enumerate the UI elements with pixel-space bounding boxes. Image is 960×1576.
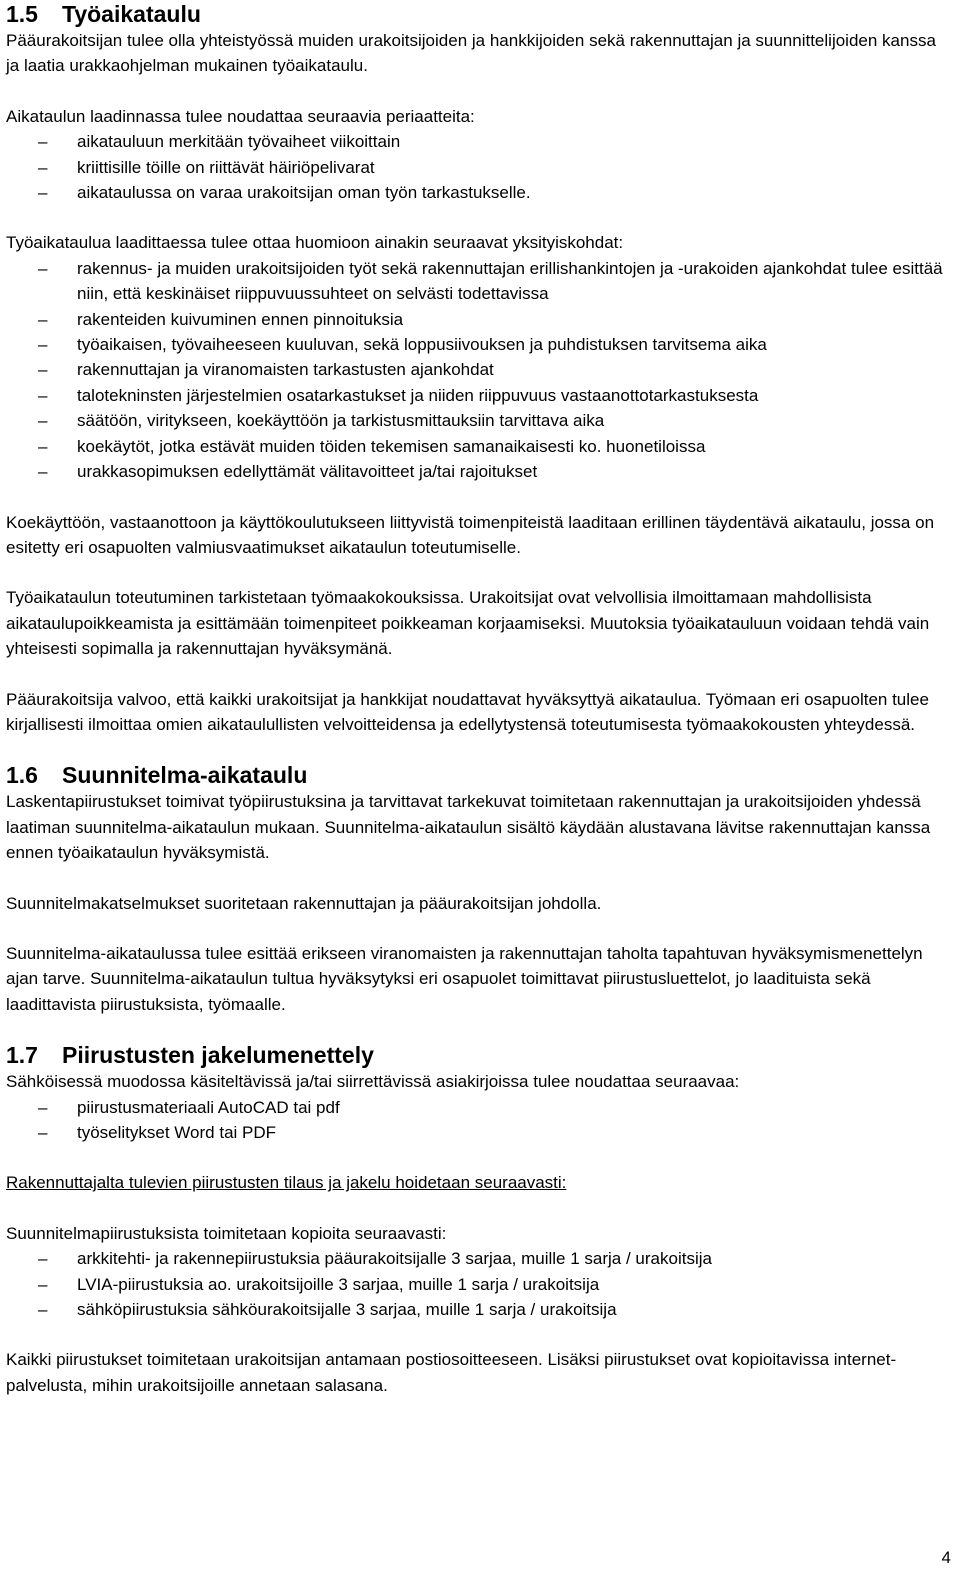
section-title: Suunnitelma-aikataulu	[62, 762, 308, 789]
paragraph: Pääurakoitsijan tulee olla yhteistyössä muiden urakoitsijoiden ja hankkijoiden sekä rakennuttajan ja suunnittelijoiden kanssa ja laatia urakkaohjelman mukainen työaikataulu.	[6, 31, 936, 76]
list-item: – rakennuttajan ja viranomaisten tarkastusten ajankohdat	[6, 357, 951, 382]
dash-bullet: –	[38, 335, 48, 355]
paragraph: Aikataulun laadinnassa tulee noudattaa seuraavia periaatteita:	[6, 106, 475, 126]
list-item: – koekäytöt, jotka estävät muiden töiden tekemisen samanaikaisesti ko. huonetiloissa	[6, 434, 951, 459]
list-item: – säätöön, viritykseen, koekäyttöön ja tarkistusmittauksiin tarvittava aika	[6, 408, 951, 433]
list-item: – sähköpiirustuksia sähköurakoitsijalle 3 sarjaa, muille 1 sarja / urakoitsija	[6, 1297, 951, 1322]
section-number: 1.5	[6, 1, 38, 27]
dash-bullet: –	[38, 1097, 48, 1117]
dash-bullet: –	[38, 258, 48, 278]
paragraph: Suunnitelmakatselmukset suoritetaan rakennuttajan ja pääurakoitsijan johdolla.	[6, 893, 602, 913]
section-number: 1.7	[6, 1042, 38, 1069]
section-number: 1.6	[6, 762, 38, 789]
list-item: – kriittisille töille on riittävät häiriöpelivarat	[6, 155, 951, 180]
list-item: – aikatauluun merkitään työvaiheet viikoittain	[6, 129, 951, 154]
paragraph: Työaikataulua laadittaessa tulee ottaa huomioon ainakin seuraavat yksityiskohdat:	[6, 233, 624, 253]
section-heading-1-5	[6, 0, 951, 28]
dash-bullet: –	[38, 309, 48, 329]
dash-bullet: –	[38, 132, 48, 152]
dash-bullet: –	[38, 1274, 48, 1294]
paragraph: Työaikataulun toteutuminen tarkistetaan työmaakokouksissa. Urakoitsijat ovat velvollisia ilmoittamaan mahdollisista aikataulupoikkeamista ja esittämään toimenpiteet poikkeaman korjaamiseksi. Muutoksia työaikatauluun voidaan tehdä vain yhteisesti sopimalla ja rakennuttajan hyväksymänä.	[6, 588, 930, 659]
paragraph: Koekäyttöön, vastaanottoon ja käyttökoulutukseen liittyvistä toimenpiteistä laaditaan erillinen täydentävä aikataulu, jossa on esitetty eri osapuolten valmiusvaatimukset aikataulun toteutumiselle.	[6, 512, 935, 557]
list-item: – aikataulussa on varaa urakoitsijan oman työn tarkastukselle.	[6, 180, 951, 205]
section-heading-1-6	[6, 761, 951, 789]
list-item: – arkkitehti- ja rakennepiirustuksia pääurakoitsijalle 3 sarjaa, muille 1 sarja / urakoitsija	[6, 1246, 951, 1271]
bullet-list	[6, 129, 951, 205]
dash-bullet: –	[38, 1300, 48, 1320]
document-page	[6, 0, 951, 1398]
dash-bullet: –	[38, 411, 48, 431]
list-item: – talotekninsten järjestelmien osatarkastukset ja niiden riippuvuus vastaanottotarkastuksesta	[6, 383, 951, 408]
bullet-list	[6, 256, 951, 485]
dash-bullet: –	[38, 1249, 48, 1269]
dash-bullet: –	[38, 436, 48, 456]
dash-bullet: –	[38, 462, 48, 482]
underlined-paragraph: Rakennuttajalta tulevien piirustusten tilaus ja jakelu hoidetaan seuraavasti:	[6, 1173, 567, 1193]
bullet-list	[6, 1095, 951, 1146]
list-item: – työselitykset Word tai PDF	[6, 1120, 951, 1145]
paragraph: Pääurakoitsija valvoo, että kaikki urakoitsijat ja hankkijat noudattavat hyväksyttyä aikataulua. Työmaan eri osapuolten tulee kirjallisesti ilmoittaa omien aikataulullisten velvoitteidensa ja edellytystensä toteutumisesta työmaakokousten yhteydessä.	[6, 689, 929, 734]
list-item: – LVIA-piirustuksia ao. urakoitsijoille 3 sarjaa, muille 1 sarja / urakoitsija	[6, 1272, 951, 1297]
dash-bullet: –	[38, 183, 48, 203]
list-item: – työaikaisen, työvaiheeseen kuuluvan, sekä loppusiivouksen ja puhdistuksen tarvitsema aika	[6, 332, 951, 357]
bullet-list	[6, 1246, 951, 1322]
dash-bullet: –	[38, 385, 48, 405]
dash-bullet: –	[38, 157, 48, 177]
dash-bullet: –	[38, 1123, 48, 1142]
paragraph: Laskentapiirustukset toimivat työpiirustuksina ja tarvittavat tarkekuvat toimitetaan rakennuttajan ja urakoitsijoiden yhdessä laatiman suunnitelma-aikataulun mukaan. Suunnitelma-aikataulun sisältö käydään alustavana lävitse rakennuttajan kanssa ennen työaikataulun hyväksymistä.	[6, 792, 931, 863]
page-number: 4	[941, 1548, 951, 1567]
paragraph: Suunnitelma-aikataulussa tulee esittää erikseen viranomaisten ja rakennuttajan taholta tapahtuvan hyväksymismenettelyn ajan tarve. Suunnitelma-aikataulun tultua hyväksytyksi eri osapuolet toimittavat piirustusluettelot, jo laadituista sekä laadittavista piirustuksista, työmaalle.	[6, 943, 923, 1014]
list-item: – rakenteiden kuivuminen ennen pinnoituksia	[6, 307, 951, 332]
section-title: Piirustusten jakelumenettely	[62, 1042, 374, 1069]
list-item: – urakkasopimuksen edellyttämät välitavoitteet ja/tai rajoitukset	[6, 459, 951, 484]
paragraph: Suunnitelmapiirustuksista toimitetaan kopioita seuraavasti:	[6, 1223, 447, 1243]
section-title: Työaikataulu	[62, 1, 201, 27]
paragraph: Kaikki piirustukset toimitetaan urakoitsijan antamaan postiosoitteeseen. Lisäksi piirustukset ovat kopioitavissa internet-palvelusta, mihin urakoitsijoille annetaan salasana.	[6, 1350, 897, 1395]
list-item: – rakennus- ja muiden urakoitsijoiden työt sekä rakennuttajan erillishankintojen ja -urakoiden ajankohdat tulee esittää niin, että keskinäiset riippuvuussuhteet on selvästi todettavissa	[6, 256, 951, 307]
section-heading-1-7	[6, 1041, 951, 1069]
list-item: – piirustusmateriaali AutoCAD tai pdf	[6, 1095, 951, 1120]
dash-bullet: –	[38, 360, 48, 380]
paragraph: Sähköisessä muodossa käsiteltävissä ja/tai siirrettävissä asiakirjoissa tulee noudattaa seuraavaa:	[6, 1072, 740, 1092]
